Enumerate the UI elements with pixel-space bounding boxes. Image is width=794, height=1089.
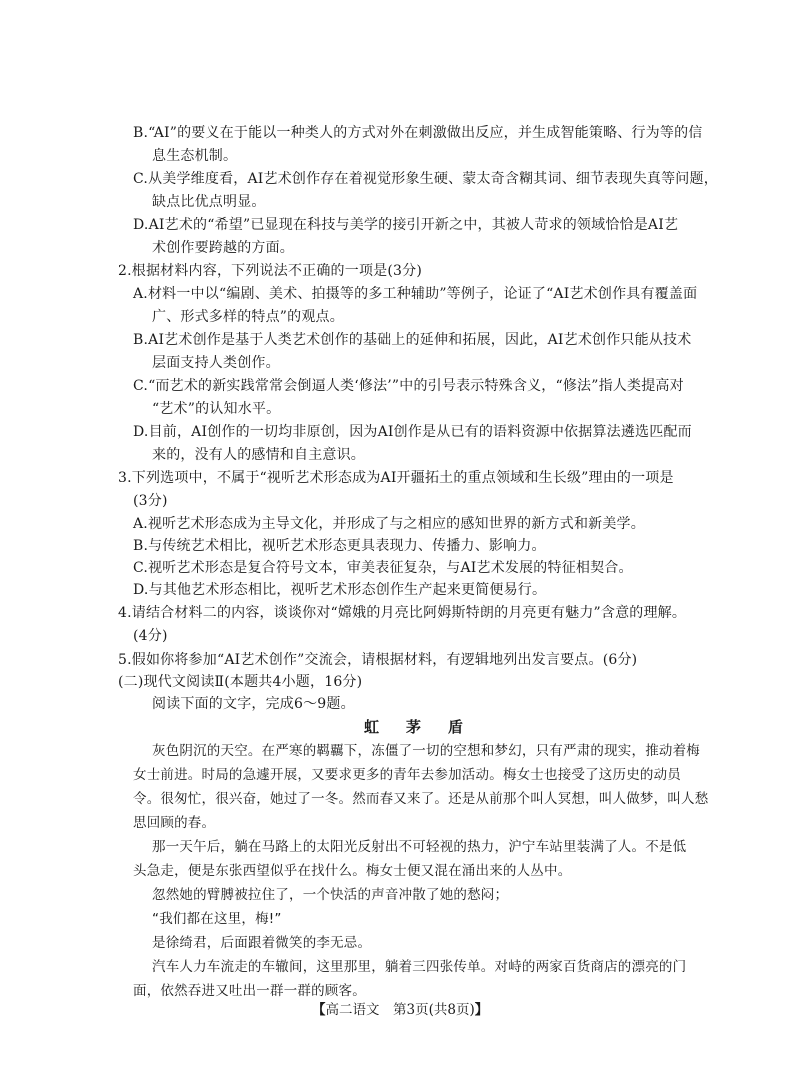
option-c-line-2: 缺点比优点明显。 <box>152 194 266 210</box>
footer-left-bracket: 【 <box>312 1002 326 1018</box>
q2-option-a-line-1: A.材料一中以“编剧、美术、拍摄等的多工种辅助”等例子，论证了“AI艺术创作具有覆盖面 <box>133 286 698 302</box>
q3-option-a: A.视听艺术形态成为主导文化，并形成了与之相应的感知世界的新方式和新美学。 <box>133 516 645 532</box>
question-3-line-1: 3.下列选项中，不属于“视听艺术形态成为AI开疆拓土的重点领域和生长级”理由的一项是 <box>118 470 674 486</box>
q3-option-d: D.与其他艺术形态相比，视听艺术形态创作生产起来更简便易行。 <box>133 582 547 598</box>
q2-option-c-line-1: C.“而艺术的新实践常常会倒逼人类‘修法’”中的引号表示特殊含义，“修法”指人类提高对 <box>133 378 684 394</box>
story-paragraph-1-line-4: 思回顾的春。 <box>133 815 216 831</box>
q2-option-a-line-2: 广、形式多样的特点”的观点。 <box>152 309 344 325</box>
option-d-line-1: D.AI艺术的“希望”已显现在科技与美学的接引开新之中，其被人苛求的领域恰恰是AI艺 <box>133 217 679 233</box>
reading-instruction: 阅读下面的文字，完成6～9题。 <box>152 696 355 712</box>
q2-option-d-line-2: 来的，没有人的感情和自主意识。 <box>152 447 365 463</box>
option-d-line-2: 术创作要跨越的方面。 <box>152 240 294 256</box>
q2-option-b-line-1: B.AI艺术创作是基于人类艺术创作的基础上的延伸和拓展，因此，AI艺术创作只能从技术 <box>133 332 692 348</box>
option-b-line-1: B.“AI”的要义在于能以一种类人的方式对外在刺激做出反应，并生成智能策略、行为等的信 <box>133 125 703 141</box>
option-c-line-1: C.从美学维度看，AI艺术创作存在着视觉形象生硬、蒙太奇含糊其词、细节表现失真等问题， <box>133 171 718 187</box>
section-heading: (二)现代文阅读Ⅱ(本题共4小题，16分) <box>118 674 363 690</box>
story-paragraph-2-line-2: 头急走，便是东张西望似乎在找什么。梅女士便又混在涌出来的人丛中。 <box>133 863 572 879</box>
q3-option-b: B.与传统艺术相比，视听艺术形态更具表现力、传播力、影响力。 <box>133 538 546 554</box>
q2-option-d-line-1: D.目前，AI创作的一切均非原创，因为AI创作是从已有的语料资源中依据算法遴选匹配而 <box>133 424 692 440</box>
story-paragraph-1-line-3: 令。很匆忙，很兴奋，她过了一冬。然而春又来了。还是从前那个叫人冥想，叫人做梦，叫人愁 <box>133 791 709 807</box>
page-footer <box>312 1000 488 1020</box>
q2-option-c-line-2: “艺术”的认知水平。 <box>152 401 281 417</box>
story-paragraph-1-line-2: 女士前进。时局的急遽开展，又要求更多的青年去参加活动。梅女士也接受了这历史的动员 <box>133 767 681 783</box>
question-4: 4.请结合材料二的内容，谈谈你对“嫦娥的月亮比阿姆斯特朗的月亮更有魅力”含意的理解。 <box>118 605 687 621</box>
story-paragraph-5-line-1: 汽车人力车流走的车辙间，这里那里，躺着三四张传单。对峙的两家百货商店的漂亮的门 <box>152 959 687 975</box>
question-2: 2.根据材料内容，下列说法不正确的一项是(3分) <box>118 263 422 279</box>
q3-option-c: C.视听艺术形态是复合符号文本，审美表征复杂，与AI艺术发展的特征相契合。 <box>133 560 633 576</box>
story-dialogue: “我们都在这里，梅!” <box>152 911 282 927</box>
footer-right-bracket: 】 <box>474 1002 489 1018</box>
story-paragraph-4: 是徐绮君，后面跟着微笑的李无忌。 <box>152 935 372 951</box>
q2-option-b-line-2: 层面支持人类创作。 <box>152 355 280 371</box>
option-b-line-2: 息生态机制。 <box>152 148 238 164</box>
question-3-score: (3分) <box>133 493 168 509</box>
question-5: 5.假如你将参加“AI艺术创作”交流会，请根据材料，有逻辑地列出发言要点。(6分) <box>118 652 638 668</box>
story-paragraph-5-line-2: 面，依然吞进又吐出一群一群的顾客。 <box>133 983 366 999</box>
question-4-score: (4分) <box>133 628 168 644</box>
footer-page-info: 第3页(共8页) <box>393 1002 475 1018</box>
story-paragraph-3: 忽然她的臂膊被拉住了，一个快活的声音冲散了她的愁闷； <box>152 887 509 903</box>
story-title: 虹 茅 盾 <box>364 718 470 736</box>
footer-subject: 高二语文 <box>325 1002 380 1018</box>
story-paragraph-2-line-1: 那一天午后，躺在马路上的太阳光反射出不可轻视的热力，沪宁车站里装满了人。不是低 <box>152 839 687 855</box>
story-paragraph-1-line-1: 灰色阴沉的天空。在严寒的羁覊下，冻僵了一切的空想和梦幻，只有严肃的现实，推动着梅 <box>152 743 700 759</box>
